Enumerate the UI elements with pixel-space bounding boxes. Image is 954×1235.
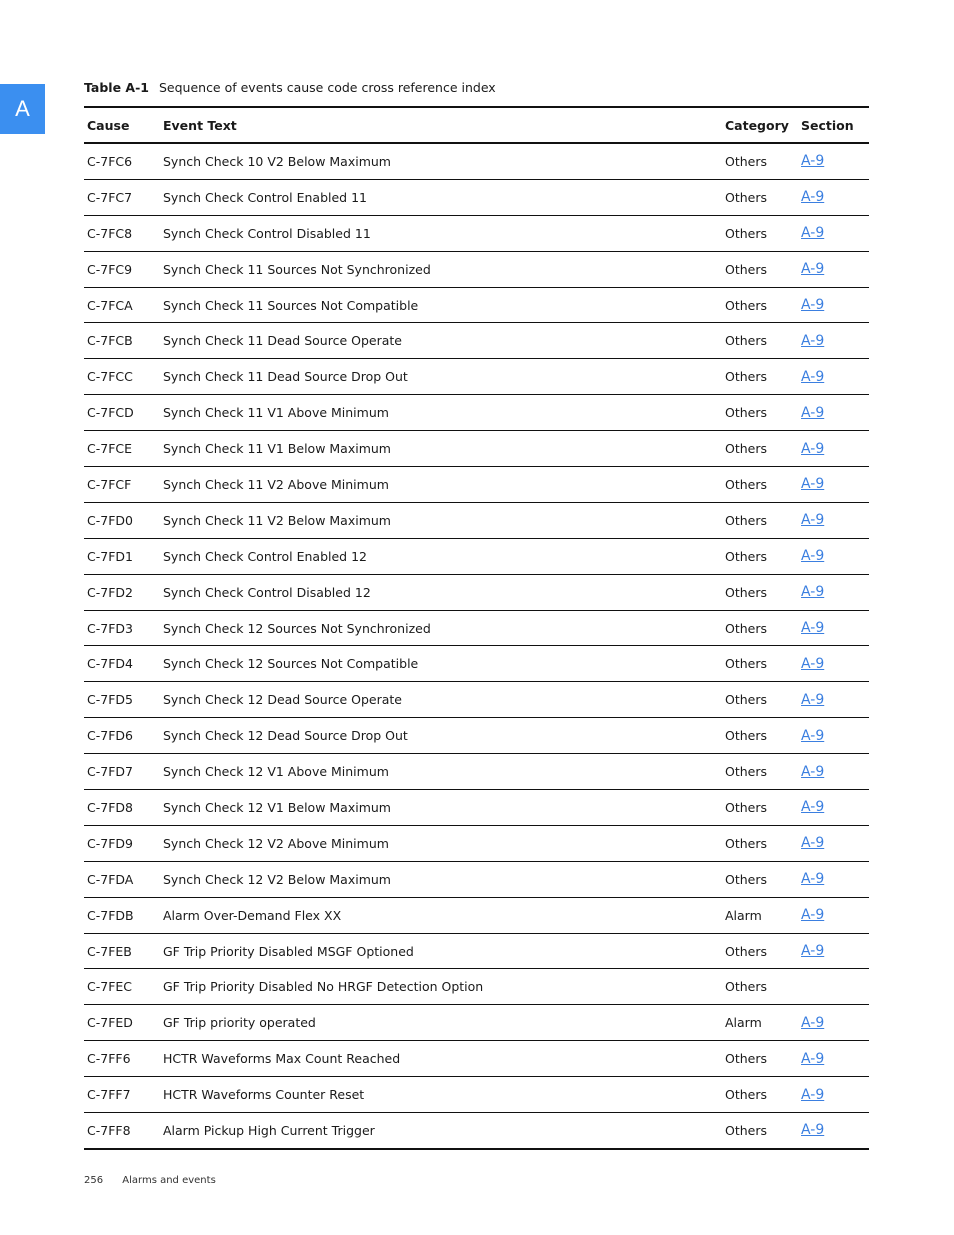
cell-event-text-text: Synch Check 11 V1 Below Maximum [163, 441, 391, 457]
cell-section-link [798, 574, 869, 610]
cell-category-text: Others [725, 1051, 768, 1067]
cell-category-text: Others [725, 871, 768, 887]
cell-cause [84, 1113, 160, 1149]
cell-section-link-text[interactable]: A-9 [801, 727, 825, 744]
cell-category-text: Others [725, 835, 768, 851]
cell-cause [84, 1041, 160, 1077]
table-header-row [84, 107, 869, 143]
cell-section-link [798, 1113, 869, 1149]
cell-event-text-text: Synch Check 11 Dead Source Operate [163, 333, 402, 349]
cell-section-link-text[interactable]: A-9 [801, 620, 825, 637]
cell-cause [84, 538, 160, 574]
cell-event-text [160, 538, 722, 574]
cell-event-text [160, 1113, 722, 1149]
cell-cause [84, 179, 160, 215]
cell-section-link [798, 467, 869, 503]
cell-section-link [798, 933, 869, 969]
cell-event-text-text: Synch Check 12 V1 Above Minimum [163, 764, 389, 780]
cell-event-text [160, 718, 722, 754]
cell-event-text [160, 790, 722, 826]
cell-cause [84, 467, 160, 503]
cell-cause [84, 287, 160, 323]
cell-section-link [798, 825, 869, 861]
table-row [84, 287, 869, 323]
cell-cause [84, 933, 160, 969]
cell-cause-text: C-7FCD [87, 405, 134, 421]
cell-cause [84, 790, 160, 826]
cell-category-text: Others [725, 476, 768, 492]
cell-category-text: Others [725, 405, 768, 421]
cell-cause-text: C-7FD1 [87, 548, 133, 564]
cell-section-link-text[interactable]: A-9 [801, 225, 825, 242]
cell-section-link-text[interactable]: A-9 [801, 871, 825, 888]
cell-category [722, 790, 798, 826]
cell-event-text-text: Synch Check Control Disabled 11 [163, 225, 371, 241]
cell-event-text [160, 1077, 722, 1113]
cell-section-link-text[interactable]: A-9 [801, 189, 825, 206]
cell-cause [84, 251, 160, 287]
appendix-tab-letter: A [15, 96, 30, 121]
cell-section-link [798, 323, 869, 359]
cell-event-text [160, 646, 722, 682]
table-row [84, 502, 869, 538]
cell-event-text [160, 610, 722, 646]
cell-section-link [798, 251, 869, 287]
cell-event-text-text: Synch Check 11 V2 Below Maximum [163, 512, 391, 528]
cell-event-text-text: Synch Check 12 V2 Below Maximum [163, 871, 391, 887]
cell-event-text [160, 431, 722, 467]
cell-cause-text: C-7FD9 [87, 835, 133, 851]
cell-section-link-text[interactable]: A-9 [801, 655, 825, 672]
cell-category [722, 143, 798, 179]
cell-event-text-text: Synch Check 11 Sources Not Synchronized [163, 261, 431, 277]
cell-category-text: Others [725, 799, 768, 815]
cell-section-link [798, 1041, 869, 1077]
cell-category [722, 897, 798, 933]
cell-category-text: Others [725, 1122, 768, 1138]
cell-section-link-text[interactable]: A-9 [801, 584, 825, 601]
cell-cause-text: C-7FD2 [87, 584, 133, 600]
cell-cause [84, 574, 160, 610]
cell-section-link-text[interactable]: A-9 [801, 799, 825, 816]
cell-section-link-text[interactable]: A-9 [801, 440, 825, 457]
cell-cause [84, 359, 160, 395]
cell-category-text: Others [725, 656, 768, 672]
page-number: 256 [84, 1175, 104, 1186]
cell-event-text [160, 1041, 722, 1077]
cell-section-link [798, 502, 869, 538]
cell-section-link-text[interactable]: A-9 [801, 404, 825, 421]
cell-event-text [160, 467, 722, 503]
cell-cause-text: C-7FC7 [87, 189, 133, 205]
cell-event-text [160, 574, 722, 610]
cell-event-text [160, 754, 722, 790]
cell-cause-text: C-7FD7 [87, 764, 133, 780]
cell-section-link-text[interactable]: A-9 [801, 548, 825, 565]
cell-section-link [798, 431, 869, 467]
cell-category-text: Others [725, 620, 768, 636]
cell-event-text [160, 179, 722, 215]
cell-cause [84, 969, 160, 1005]
cell-cause-text: C-7FEC [87, 979, 133, 995]
cell-event-text-text: Synch Check 12 Dead Source Operate [163, 692, 402, 708]
cell-category-text: Others [725, 943, 768, 959]
table-row [84, 933, 869, 969]
table-row [84, 718, 869, 754]
table-row [84, 574, 869, 610]
cell-cause-text: C-7FC8 [87, 225, 133, 241]
cell-cause [84, 395, 160, 431]
cell-category-text: Others [725, 441, 768, 457]
cell-event-text [160, 933, 722, 969]
cell-section-link-text[interactable]: A-9 [801, 1086, 825, 1103]
cell-section-link-text[interactable]: A-9 [801, 763, 825, 780]
cell-category [722, 969, 798, 1005]
cell-category-text: Others [725, 225, 768, 241]
cell-cause [84, 610, 160, 646]
cell-cause-text: C-7FF8 [87, 1122, 131, 1138]
table-row [84, 610, 869, 646]
cell-cause-text: C-7FC6 [87, 153, 133, 169]
cell-section-link [798, 359, 869, 395]
cell-section-link [798, 143, 869, 179]
cell-event-text-text: Synch Check Control Disabled 12 [163, 584, 371, 600]
table-caption [84, 80, 496, 95]
cell-category-text: Others [725, 692, 768, 708]
cell-category [722, 538, 798, 574]
cell-category [722, 574, 798, 610]
cell-section-link-text[interactable]: A-9 [801, 1050, 825, 1067]
cell-section-link-text[interactable]: A-9 [801, 153, 825, 170]
cell-cause-text: C-7FF7 [87, 1087, 131, 1103]
cell-category-text: Alarm [725, 1015, 762, 1031]
cell-cause [84, 861, 160, 897]
cell-category [722, 825, 798, 861]
cell-category-text: Others [725, 189, 768, 205]
cell-event-text [160, 143, 722, 179]
cell-event-text-text: Synch Check 12 Sources Not Compatible [163, 656, 419, 672]
cell-category-text: Others [725, 369, 768, 385]
cell-event-text-text: Synch Check 11 V1 Above Minimum [163, 405, 389, 421]
cell-section-link-text[interactable]: A-9 [801, 368, 825, 385]
cell-event-text-text: GF Trip Priority Disabled No HRGF Detection Option [163, 979, 484, 995]
header-category: Category [722, 107, 798, 143]
cell-event-text-text: GF Trip priority operated [163, 1015, 316, 1031]
cell-event-text [160, 502, 722, 538]
cell-event-text [160, 215, 722, 251]
cell-category-text: Others [725, 728, 768, 744]
cell-cause [84, 502, 160, 538]
table-row [84, 1113, 869, 1149]
table-row [84, 179, 869, 215]
cell-cause [84, 718, 160, 754]
cell-event-text [160, 323, 722, 359]
cell-event-text-text: Synch Check 12 V2 Above Minimum [163, 835, 389, 851]
table-row [84, 754, 869, 790]
cell-category-text: Alarm [725, 907, 762, 923]
cell-event-text-text: HCTR Waveforms Max Count Reached [163, 1051, 401, 1067]
table-row [84, 897, 869, 933]
cell-event-text-text: Synch Check 12 Dead Source Drop Out [163, 728, 408, 744]
cell-category-text: Others [725, 764, 768, 780]
cell-event-text-text: Synch Check Control Enabled 11 [163, 189, 367, 205]
cell-section-link [798, 287, 869, 323]
cell-category [722, 395, 798, 431]
header-cause: Cause [84, 107, 160, 143]
page-footer [84, 1175, 216, 1186]
table-row [84, 1041, 869, 1077]
cell-category [722, 646, 798, 682]
table-row [84, 323, 869, 359]
cell-category-text: Others [725, 153, 768, 169]
cell-category [722, 1113, 798, 1149]
cell-category-text: Others [725, 261, 768, 277]
cell-cause [84, 825, 160, 861]
table-row [84, 646, 869, 682]
cell-cause-text: C-7FEB [87, 943, 132, 959]
cell-cause-text: C-7FCB [87, 333, 133, 349]
cell-section-link-text[interactable]: A-9 [801, 907, 825, 924]
cell-cause-text: C-7FF6 [87, 1051, 131, 1067]
cell-section-link-text[interactable]: A-9 [801, 261, 825, 278]
table-row [84, 251, 869, 287]
cell-category [722, 718, 798, 754]
cell-cause [84, 897, 160, 933]
table-row [84, 467, 869, 503]
cell-event-text [160, 682, 722, 718]
cell-category-text: Others [725, 1087, 768, 1103]
cell-event-text-text: Synch Check 10 V2 Below Maximum [163, 153, 391, 169]
cell-cause-text: C-7FD0 [87, 512, 133, 528]
cell-section-link-text[interactable]: A-9 [801, 512, 825, 529]
cell-category [722, 861, 798, 897]
table-row [84, 538, 869, 574]
table-row [84, 969, 869, 1005]
cell-event-text [160, 969, 722, 1005]
table-row [84, 1077, 869, 1113]
cell-cause [84, 215, 160, 251]
table-row [84, 861, 869, 897]
cell-section-link [798, 610, 869, 646]
cell-cause [84, 1077, 160, 1113]
cell-category-text: Others [725, 297, 768, 313]
cell-category [722, 1041, 798, 1077]
cell-section-link [798, 215, 869, 251]
cell-event-text [160, 897, 722, 933]
table-row [84, 359, 869, 395]
header-section: Section [798, 107, 869, 143]
cell-category-text: Others [725, 333, 768, 349]
cell-section-link [798, 179, 869, 215]
cell-category [722, 179, 798, 215]
cell-category [722, 359, 798, 395]
cell-cause-text: C-7FD8 [87, 799, 133, 815]
cell-category-text: Others [725, 548, 768, 564]
cell-category [722, 933, 798, 969]
cell-section-link [798, 395, 869, 431]
cell-section-link-text[interactable]: A-9 [801, 1014, 825, 1031]
cell-category-text: Others [725, 512, 768, 528]
cell-event-text-text: Alarm Pickup High Current Trigger [163, 1122, 375, 1138]
cell-category [722, 1077, 798, 1113]
table-row [84, 682, 869, 718]
cell-event-text-text: HCTR Waveforms Counter Reset [163, 1087, 365, 1103]
cell-event-text [160, 825, 722, 861]
cell-cause-text: C-7FDB [87, 907, 134, 923]
cell-section-link [798, 646, 869, 682]
cell-section-link [798, 861, 869, 897]
cell-cause-text: C-7FDA [87, 871, 134, 887]
cell-category [722, 287, 798, 323]
cell-event-text [160, 1005, 722, 1041]
cell-event-text-text: Synch Check 11 Dead Source Drop Out [163, 369, 408, 385]
cell-section-link-text[interactable]: A-9 [801, 943, 825, 960]
cell-event-text-text: Synch Check 12 V1 Below Maximum [163, 799, 391, 815]
cell-section-link [798, 718, 869, 754]
cell-section-link [798, 969, 869, 1005]
cell-event-text [160, 251, 722, 287]
cell-category [722, 502, 798, 538]
cell-section-link-text[interactable]: A-9 [801, 332, 825, 349]
cell-event-text-text: Alarm Over-Demand Flex XX [163, 907, 342, 923]
table-row [84, 395, 869, 431]
cell-cause-text: C-7FCA [87, 297, 133, 313]
cell-cause-text: C-7FCE [87, 441, 133, 457]
cell-category [722, 682, 798, 718]
cell-event-text-text: Synch Check 12 Sources Not Synchronized [163, 620, 431, 636]
table-row [84, 825, 869, 861]
cell-section-link [798, 682, 869, 718]
cell-event-text [160, 359, 722, 395]
cell-cause [84, 754, 160, 790]
cell-event-text-text: Synch Check Control Enabled 12 [163, 548, 367, 564]
cell-section-link [798, 538, 869, 574]
footer-section-title: Alarms and events [122, 1175, 216, 1186]
cell-section-link [798, 754, 869, 790]
cell-category [722, 251, 798, 287]
cell-cause-text: C-7FD4 [87, 656, 133, 672]
cell-event-text [160, 287, 722, 323]
cell-event-text-text: GF Trip Priority Disabled MSGF Optioned [163, 943, 414, 959]
cell-category [722, 610, 798, 646]
cell-cause-text: C-7FC9 [87, 261, 133, 277]
cell-section-link-text[interactable]: A-9 [801, 1122, 825, 1139]
appendix-tab [0, 84, 45, 134]
cell-section-link [798, 897, 869, 933]
cell-category-text: Others [725, 584, 768, 600]
cell-cause-text: C-7FCC [87, 369, 133, 385]
cell-section-link-text[interactable]: A-9 [801, 835, 825, 852]
cell-section-link-text[interactable]: A-9 [801, 691, 825, 708]
cell-section-link [798, 1077, 869, 1113]
table-row [84, 790, 869, 826]
cell-cause [84, 682, 160, 718]
cell-section-link [798, 1005, 869, 1041]
table-caption-label: Table A-1 [84, 80, 149, 95]
cell-category [722, 1005, 798, 1041]
table-row [84, 431, 869, 467]
table-row [84, 1005, 869, 1041]
cell-cause-text: C-7FCF [87, 476, 132, 492]
cell-section-link-text[interactable]: A-9 [801, 476, 825, 493]
cell-cause-text: C-7FD3 [87, 620, 133, 636]
cell-category [722, 323, 798, 359]
cell-category [722, 431, 798, 467]
cell-section-link [798, 790, 869, 826]
cell-cause [84, 1005, 160, 1041]
cell-cause-text: C-7FED [87, 1015, 133, 1031]
cell-category [722, 754, 798, 790]
cell-event-text-text: Synch Check 11 Sources Not Compatible [163, 297, 419, 313]
cell-category [722, 215, 798, 251]
cell-section-link-text[interactable]: A-9 [801, 297, 825, 313]
table-caption-text: Sequence of events cause code cross reference index [158, 80, 496, 95]
cell-event-text-text: Synch Check 11 V2 Above Minimum [163, 476, 389, 492]
cell-cause [84, 323, 160, 359]
cell-cause-text: C-7FD6 [87, 728, 133, 744]
cell-cause [84, 431, 160, 467]
header-event-text: Event Text [160, 107, 722, 143]
cell-cause [84, 646, 160, 682]
cell-category [722, 467, 798, 503]
cell-event-text [160, 861, 722, 897]
cell-cause-text: C-7FD5 [87, 692, 133, 708]
cell-cause [84, 143, 160, 179]
cause-code-table [84, 106, 869, 1150]
cell-event-text [160, 395, 722, 431]
table-row [84, 215, 869, 251]
table-row [84, 143, 869, 179]
cell-category-text: Others [725, 979, 768, 995]
